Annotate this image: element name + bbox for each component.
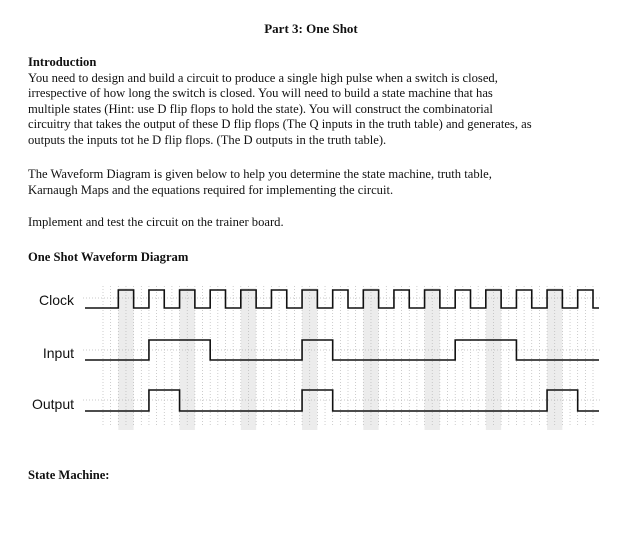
intro-line: irrespective of how long the switch is closed. You will need to build a state machine that has: [28, 86, 493, 101]
paragraph-line: The Waveform Diagram is given below to help you determine the state machine, truth table,: [28, 167, 492, 181]
intro-line: multiple states (Hint: use D flip flops to hold the state). You will construct the combinatorial: [28, 101, 493, 116]
output-label: Output: [31, 396, 74, 412]
waveform-heading: One Shot Waveform Diagram: [28, 250, 189, 264]
intro-line: You need to design and build a circuit to produce a single high pulse when a switch is closed,: [28, 70, 498, 85]
input-label: Input: [42, 345, 74, 361]
output-waveform: [85, 390, 599, 411]
paragraph-line: Implement and test the circuit on the trainer board.: [28, 215, 284, 229]
waveform-diagram: [28, 280, 603, 430]
introduction-section: [28, 55, 603, 149]
implement-paragraph: [28, 215, 603, 231]
paragraph-line: Karnaugh Maps and the equations required for implementing the circuit.: [28, 182, 394, 197]
intro-line: outputs the inputs tot he D flip flops. (The D outputs in the truth table).: [28, 132, 387, 147]
clock-label: Clock: [38, 292, 74, 308]
clock-waveform: [85, 290, 599, 308]
introduction-heading: Introduction: [28, 55, 97, 69]
waveform-grid: [83, 286, 601, 425]
state-machine-heading: State Machine:: [28, 468, 110, 482]
waveform-explanation-paragraph: [28, 167, 603, 198]
page-title: Part 3: One Shot: [264, 21, 358, 36]
intro-line: circuitry that takes the output of these D flip flops (The Q inputs in the truth table) and generates, as: [28, 117, 532, 132]
